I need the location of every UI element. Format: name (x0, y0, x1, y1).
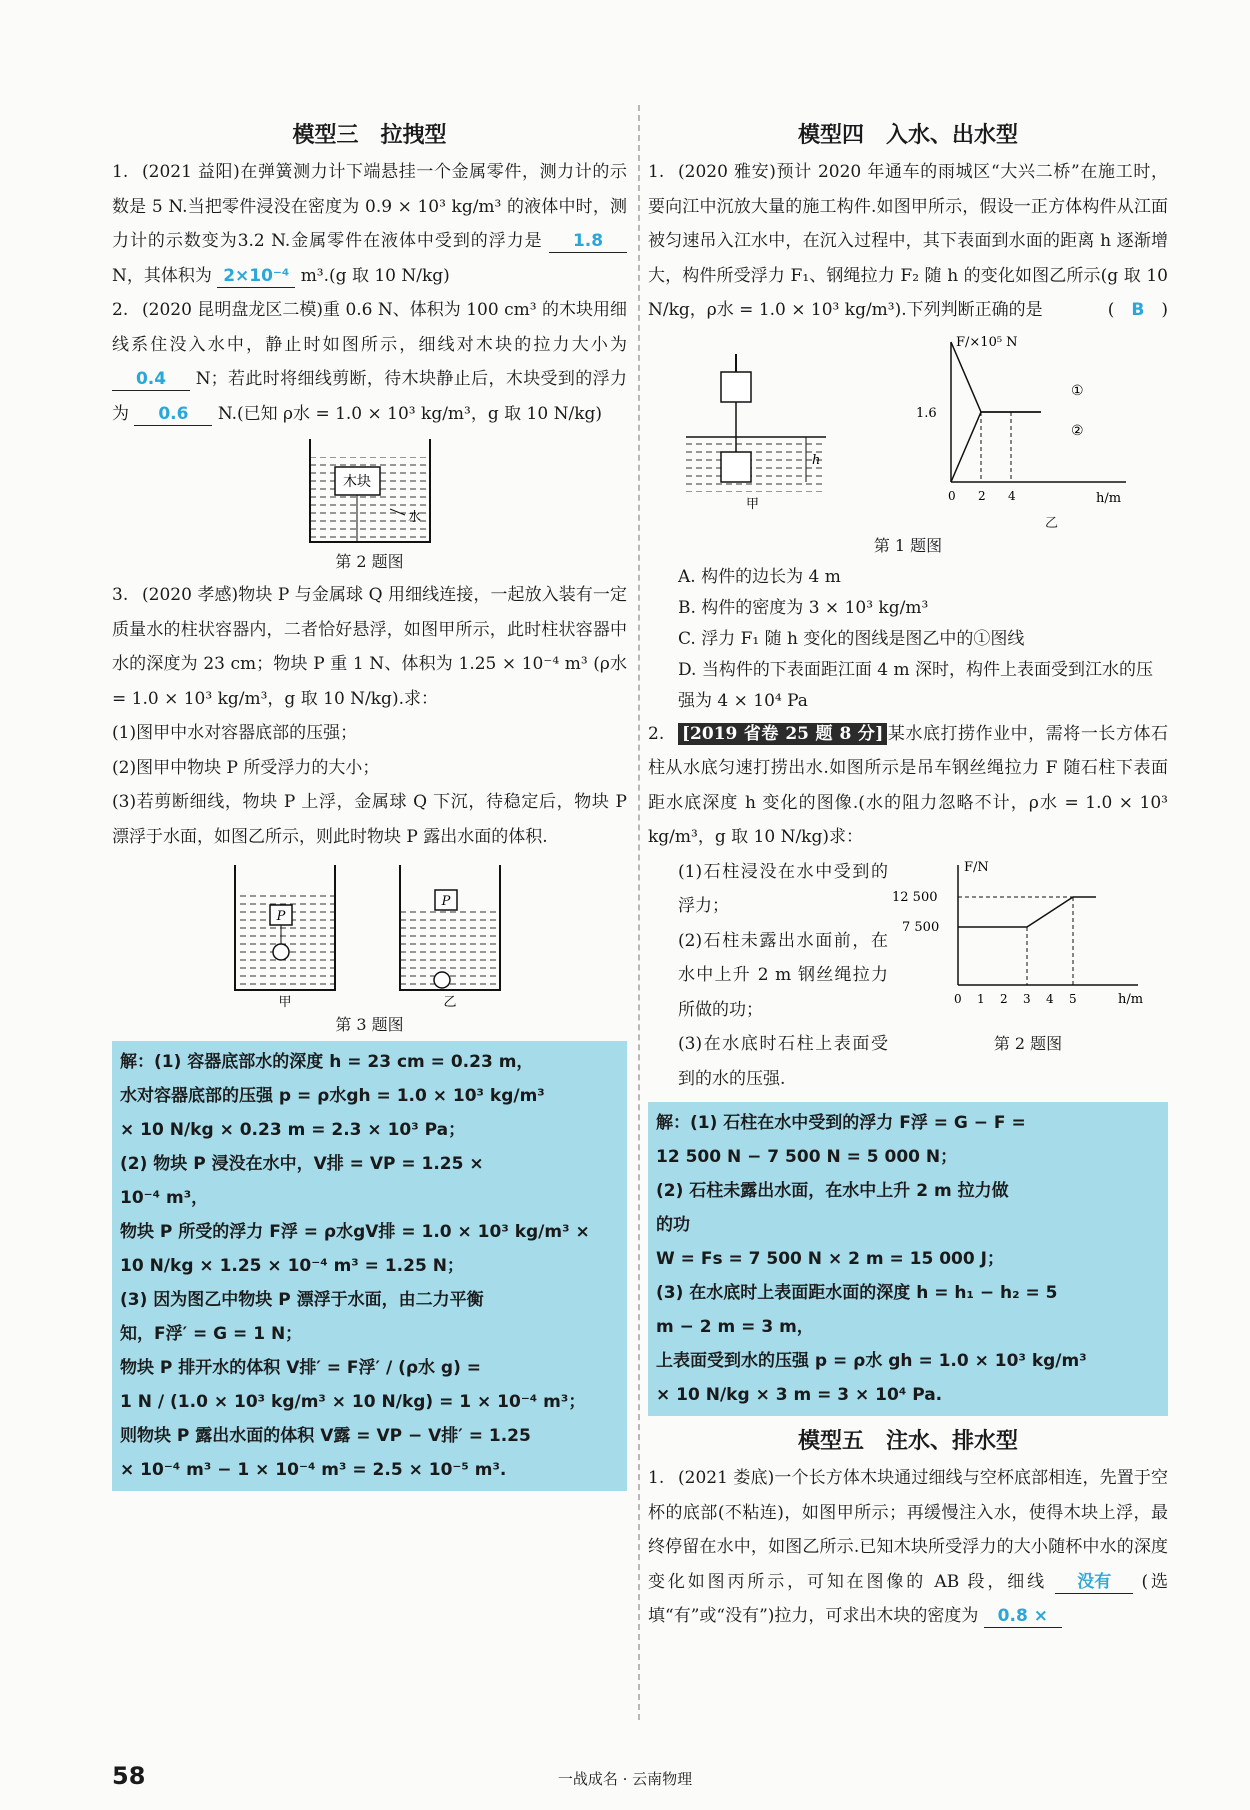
column-divider (638, 105, 640, 1720)
question-text: (2020 昆明盘龙区二模)重 0.6 N、体积为 100 cm³ 的木块用细线系住没入水中，静止时如图所示，细线对木块的拉力大小为 (112, 300, 627, 355)
ball-Q-jia (273, 944, 289, 960)
question-text: 某水底打捞作业中，需将一长方体石柱从水底匀速打捞出水.如图所示是吊车钢丝绳拉力 F 随石柱下表面距水底深度 h 变化的图像.(水的阻力忽略不计，ρ水 = 1.0 × 10³ kg/m³，g 取 10 N/kg)求： (648, 723, 1169, 847)
question-text: (选填“有”或“没有”)拉力，可求出木块的密度为 (648, 1571, 1169, 1626)
question-text: (2020 雅安)预计 2020 年通车的雨城区“大兴二桥”在施工时，要向江中沉放大量的施工构件.如图甲所示，假设一正方体构件从江面被匀速吊入江水中，在沉入过程中，其下表面到水面的距离 h 逐渐增大，构件所受浮力 F₁、钢绳拉力 F₂ 随 h 的变化如图乙所示(g 取 10 N/kg，ρ水 = 1.0 × 10³ kg/m³).下列判断正确的是 (648, 162, 1168, 320)
label-P: P (276, 909, 285, 924)
x-tick-label: 2 (1000, 991, 1008, 1006)
series-line-1 (951, 342, 1041, 412)
solution-box-right (648, 1102, 1168, 1416)
question-4-2 (648, 717, 1168, 855)
wood-block-label: 木块 (342, 474, 371, 490)
x-tick-label: 0 (947, 488, 956, 503)
x-tick-label: 5 (1069, 991, 1077, 1006)
question-text: N，其体积为 (112, 265, 212, 286)
question-3-3 (112, 578, 627, 716)
option-D: D. 当构件的下表面距江面 4 m 深时，构件上表面受到江水的压强为 4 × 10⁴ Pa (678, 659, 1153, 711)
series-line-2 (951, 412, 1041, 482)
book-title: 一战成名 · 云南物理 (557, 1770, 693, 1788)
x-tick-label: 4 (1007, 488, 1016, 503)
solution-line: 10 N/kg × 1.25 × 10⁻⁴ m³ = 1.25 N； (120, 1256, 464, 1276)
solution-line: 12 500 N − 7 500 N = 5 000 N； (656, 1147, 958, 1167)
exam-tag: [2019 省卷 25 题 8 分] (678, 723, 887, 745)
solution-line: 1 N / (1.0 × 10³ kg/m³ × 10 N/kg) = 1 × 10⁻⁴ m³； (120, 1392, 586, 1412)
solution-line: 物块 P 所受的浮力 F浮 = ρ水gV排 = 1.0 × 10³ kg/m³ × (120, 1222, 590, 1242)
question-number: 1. (648, 1468, 665, 1488)
y-tick-label: 1.6 (915, 405, 937, 421)
option-C: C. 浮力 F₁ 随 h 变化的图线是图乙中的①图线 (678, 628, 1025, 649)
question-3-1 (112, 155, 627, 293)
x-tick-label: 0 (954, 991, 962, 1006)
solution-line: 上表面受到水的压强 p = ρ水 gh = 1.0 × 10³ kg/m³ (656, 1351, 1087, 1371)
solution-line: 解：(1) 容器底部水的深度 h = 23 cm = 0.23 m， (120, 1052, 534, 1072)
label-yi: 乙 (1044, 515, 1058, 531)
water-label: 水 (407, 510, 421, 525)
sub-question: (1)图甲中水对容器底部的压强； (112, 723, 358, 743)
depth-label: h (811, 452, 820, 468)
solution-line: W = Fs = 7 500 N × 2 m = 15 000 J； (656, 1249, 1004, 1269)
series-label-2: ② (1070, 422, 1084, 439)
section-title-model4: 模型四 入水、出水型 (797, 123, 1018, 148)
chart-force-vs-depth (911, 332, 1141, 512)
solution-line: (3) 因为图乙中物块 P 漂浮于水面，由二力平衡 (120, 1290, 484, 1310)
series-label-1: ① (1070, 382, 1084, 399)
sub-questions (648, 855, 888, 1097)
figure-q3-containers (220, 860, 520, 1010)
solution-line: m − 2 m = 3 m， (656, 1317, 814, 1337)
question-4-2-body (648, 855, 1168, 1097)
solution-line: × 10 N/kg × 3 m = 3 × 10⁴ Pa. (656, 1385, 943, 1405)
figure-q4-1-row (648, 332, 1168, 512)
sub-question: (3)在水底时石柱上表面受到的水的压强. (678, 1034, 888, 1089)
question-number: 1. (648, 162, 665, 182)
solution-line: 物块 P 排开水的体积 V排′ = F浮′ / (ρ水 g) = (120, 1358, 482, 1378)
solution-line: (2) 石柱未露出水面，在水中上升 2 m 拉力做 (656, 1181, 1009, 1201)
option-B: B. 构件的密度为 3 × 10³ kg/m³ (678, 597, 929, 618)
label-jia: 甲 (745, 496, 759, 512)
solution-line: 则物块 P 露出水面的体积 V露 = VP − V排′ = 1.25 (120, 1426, 531, 1446)
section-title-model5: 模型五 注水、排水型 (797, 1429, 1018, 1454)
question-number: 2. (112, 300, 129, 320)
x-axis-label: h/m (1118, 991, 1144, 1007)
answer-blank: 2×10⁻⁴ (217, 265, 295, 288)
y-axis-label: F/N (964, 859, 989, 875)
river-water (686, 437, 826, 492)
label-P: P (441, 894, 450, 909)
solution-line: (3) 在水底时上表面距水面的深度 h = h₁ − h₂ = 5 (656, 1283, 1058, 1303)
solution-line: 知，F浮′ = G = 1 N； (120, 1324, 303, 1344)
answer-blank: 没有 (1055, 1571, 1133, 1594)
question-number: 3. (112, 585, 129, 605)
sub-question: (3)若剪断细线，物块 P 上浮，金属球 Q 下沉，待稳定后，物块 P 漂浮于水面，如图乙所示，则此时物块 P 露出水面的体积. (112, 792, 627, 847)
solution-line: 的功 (656, 1215, 690, 1235)
question-text: (2021 益阳)在弹簧测力计下端悬挂一个金属零件，测力计的示数是 5 N.当把零件浸没在密度为 0.9 × 10³ kg/m³ 的液体中时，测力计的示数变为3.2 N.金属零件在液体中受到的浮力是 (112, 162, 627, 251)
left-column (112, 110, 627, 1491)
y-tick-label: 7 500 (902, 919, 940, 935)
label-yi: 乙 (442, 995, 457, 1010)
sub-question: (2)图甲中物块 P 所受浮力的大小； (112, 757, 380, 778)
solution-line: × 10 N/kg × 0.23 m = 2.3 × 10³ Pa； (120, 1120, 466, 1140)
question-number: 1. (112, 162, 129, 182)
question-text: (2020 孝感)物块 P 与金属球 Q 用细线连接，一起放入装有一定质量水的柱状容器内，二者恰好悬浮，如图甲所示，此时柱状容器中水的深度为 23 cm；物块 P 重 1 N、体积为 1.25 × 10⁻⁴ m³ (ρ水 = 1.0 × 10³ kg/m³，g 取 10 N/kg).求： (112, 585, 627, 709)
solution-line: × 10⁻⁴ m³ − 1 × 10⁻⁴ m³ = 2.5 × 10⁻⁵ m³. (120, 1460, 507, 1480)
sub-question: (2)石柱未露出水面前，在水中上升 2 m 钢丝绳拉力所做的功； (678, 930, 888, 1020)
x-tick-label: 4 (1046, 991, 1054, 1006)
ball-Q-yi (434, 972, 450, 988)
figure-caption: 第 2 题图 (993, 1033, 1063, 1053)
label-jia: 甲 (277, 995, 292, 1010)
solution-line: 解：(1) 石柱在水中受到的浮力 F浮 = G − F = (656, 1113, 1026, 1133)
option-A: A. 构件的边长为 4 m (678, 566, 841, 587)
x-tick-label: 1 (977, 991, 985, 1006)
section-title-model3: 模型三 拉拽型 (292, 123, 447, 148)
right-column (648, 110, 1168, 1634)
question-text: m³.(g 取 10 N/kg) (300, 265, 450, 286)
question-text: N.(已知 ρ水 = 1.0 × 10³ kg/m³，g 取 10 N/kg) (217, 403, 603, 424)
question-text: (2021 娄底)一个长方体木块通过细线与空杯底部相连，先置于空杯的底部(不粘连)，如图甲所示；再缓慢注入水，使得木块上浮，最终停留在水中，如图乙所示.已知木块所受浮力的大小随杯中水的深度变化如图丙所示，可知在图像的 AB 段，细线 (648, 1468, 1168, 1592)
x-tick-label: 2 (977, 488, 986, 503)
chart-tension-vs-depth (888, 855, 1158, 1025)
figure-q4-1-jia (676, 352, 856, 512)
x-axis-label: h/m (1095, 490, 1121, 506)
y-tick-label: 12 500 (892, 889, 938, 905)
figure-caption: 第 2 题图 (335, 552, 404, 571)
x-tick-label: 3 (1023, 991, 1031, 1006)
figure-q2-container (290, 437, 450, 547)
cube-above (721, 372, 751, 402)
choice-answer: B (1131, 300, 1145, 320)
question-number: 2. (648, 723, 665, 744)
question-text: N；若此时将细线剪断，待木块静止后，木块受到的浮力为 (112, 369, 628, 424)
figure-caption: 第 1 题图 (873, 535, 943, 555)
series-line-F (958, 897, 1096, 927)
question-3-2 (112, 293, 627, 431)
answer-blank: 1.8 (549, 230, 627, 253)
answer-blank: 0.8 × (984, 1605, 1062, 1628)
solution-box-left (112, 1041, 627, 1491)
cube-submerged (721, 452, 751, 482)
page-number: 58 (112, 1762, 146, 1790)
answer-blank: 0.4 (112, 368, 190, 391)
solution-line: 水对容器底部的压强 p = ρ水gh = 1.0 × 10³ kg/m³ (120, 1086, 545, 1106)
sub-question: (1)石柱浸没在水中受到的浮力； (678, 861, 888, 916)
question-5-1 (648, 1461, 1168, 1634)
figure-caption: 第 3 题图 (335, 1015, 404, 1034)
solution-line: 10⁻⁴ m³， (120, 1188, 209, 1208)
y-axis-label: F/×10⁵ N (955, 334, 1018, 350)
question-4-1: 1. (2020 雅安)预计 2020 年通车的雨城区“大兴二桥”在施工时，要向江中沉放大量的施工构件.如图甲所示，假设一正方体构件从江面被匀速吊入江水中，在沉入过程中，其下表面到水面的距离 h 逐渐增大，构件所受浮力 F₁、钢绳拉力 F₂ 随 h 的变化如图乙所示(g 取 10 N/kg，ρ水 = 1.0 × 10³ kg/m³).下列判断正确的是 ( B ) (648, 155, 1168, 328)
answer-blank: 0.6 (134, 403, 212, 426)
solution-line: (2) 物块 P 浸没在水中，V排 = VP = 1.25 × (120, 1154, 484, 1174)
